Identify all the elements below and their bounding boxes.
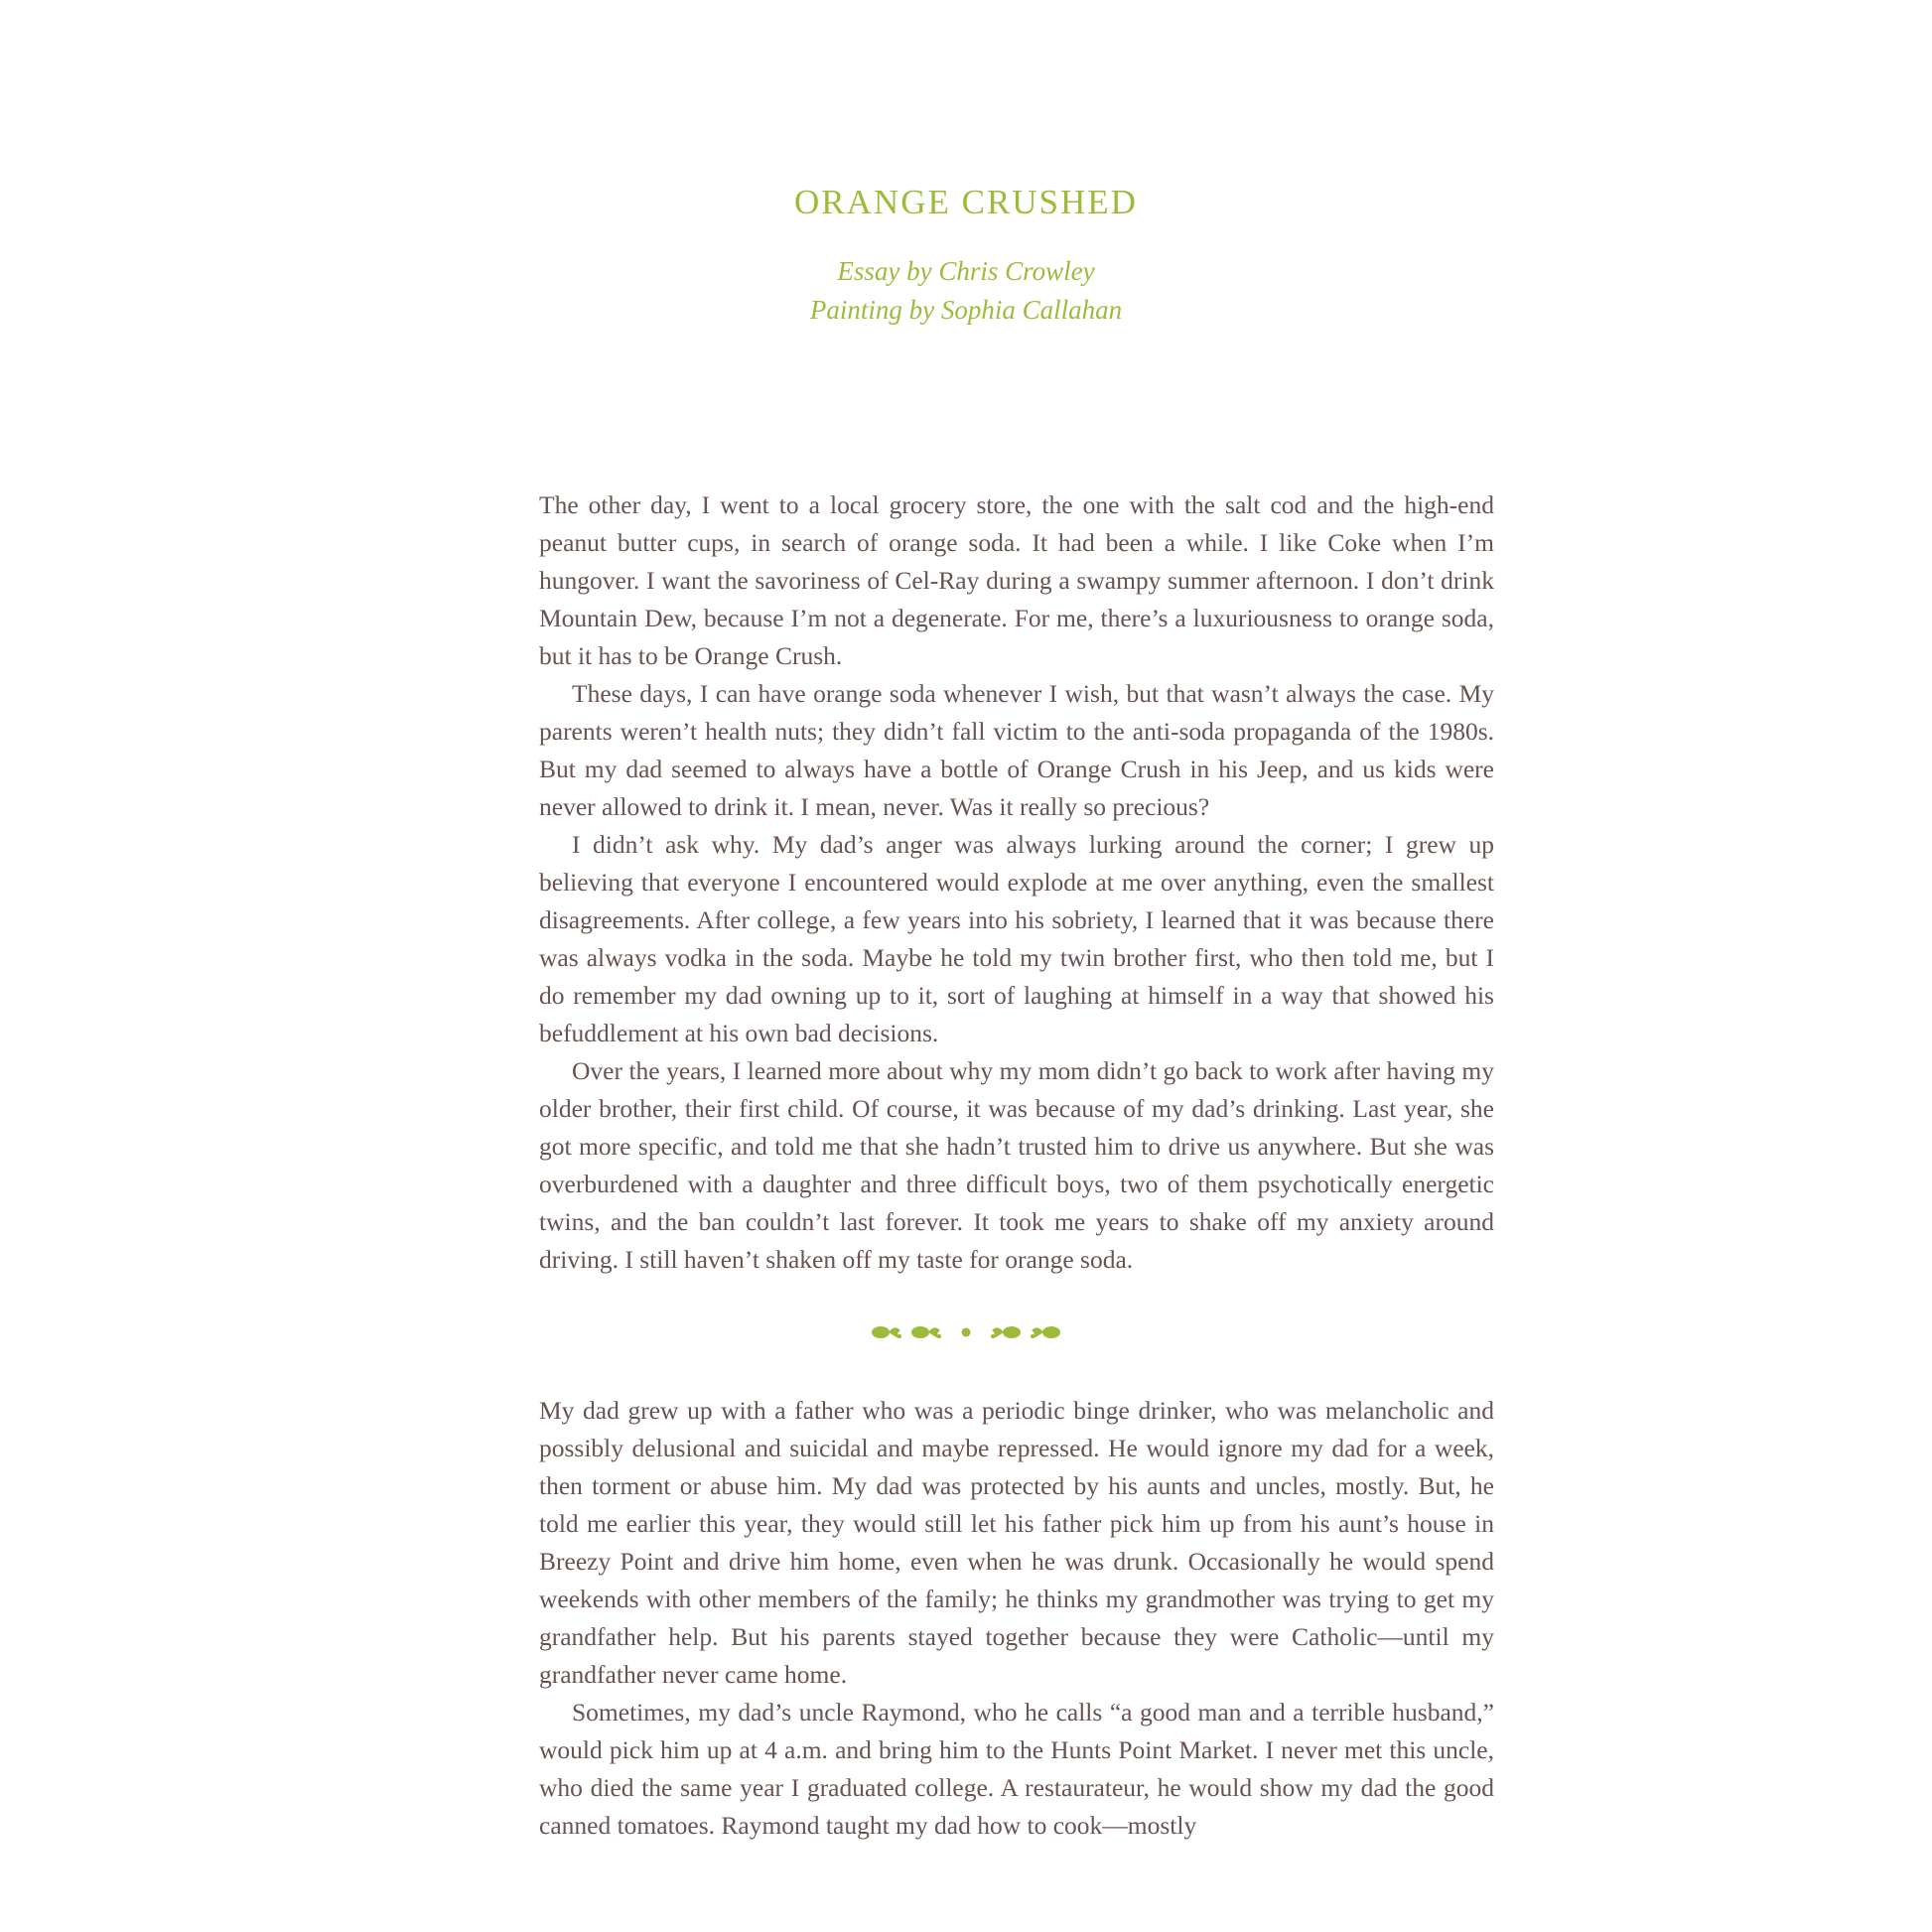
paragraph: Sometimes, my dad’s uncle Raymond, who he calls “a good man and a terrible husband,” would pick him up at 4 a.m. and bring him to the Hunts Point Market. I never met this uncle, who died the same year I graduated college. A restaurateur, he would show my dad the good canned tomatoes. Raymond taught my dad how to cook—mostly xyxy=(539,1698,1494,1840)
essay-section-1 xyxy=(539,486,1494,1279)
leaf-left-2-icon xyxy=(911,1326,941,1338)
credits xyxy=(0,252,1932,330)
paragraph: Over the years, I learned more about why my mom didn’t go back to work after having my older brother, their first child. Of course, it was because of my dad’s drinking. Last year, she got more specific, and told me that she hadn’t trusted him to drive us anywhere. But she was overburdened with a daughter and three difficult boys, two of them psychotically energetic twins, and the ban couldn’t last forever. It took me years to shake off my anxiety around driving. I still haven’t shaken off my taste for orange soda. xyxy=(539,1056,1494,1274)
leaf-right-1-icon xyxy=(991,1326,1021,1338)
paragraph: The other day, I went to a local grocery store, the one with the salt cod and the high-end peanut butter cups, in search of orange soda. It had been a while. I like Coke when I’m hungover. I want the savoriness of Cel-Ray during a swampy summer afternoon. I don’t drink Mountain Dew, because I’m not a degenerate. For me, there’s a luxuriousness to orange soda, but it has to be Orange Crush. xyxy=(539,490,1494,670)
leaf-fleuron-divider-icon xyxy=(0,1314,1932,1350)
center-dot-icon xyxy=(962,1328,971,1337)
fleuron-divider-svg xyxy=(867,1314,1065,1350)
paragraph: These days, I can have orange soda whenever I wish, but that wasn’t always the case. My parents weren’t health nuts; they didn’t fall victim to the anti-soda propaganda of the 1980s. But my dad seemed to always have a bottle of Orange Crush in his Jeep, and us kids were never allowed to drink it. I mean, never. Was it really so precious? xyxy=(539,679,1494,821)
painting-credit: Painting by Sophia Callahan xyxy=(809,295,1123,325)
essay-credit: Essay by Chris Crowley xyxy=(837,256,1095,286)
essay-title: ORANGE CRUSHED xyxy=(794,183,1138,221)
paragraph: My dad grew up with a father who was a periodic binge drinker, who was melancholic and possibly delusional and suicidal and maybe repressed. He would ignore my dad for a week, then torment or abuse him. My dad was protected by his aunts and uncles, mostly. But, he told me earlier this year, they would still let his father pick him up from his aunt’s house in Breezy Point and drive him home, even when he was drunk. Occasionally he would spend weekends with other members of the family; he thinks my grandmother was trying to get my grandfather help. But his parents stayed together because they were Catholic—until my grandfather never came home. xyxy=(539,1396,1494,1689)
leaf-right-2-icon xyxy=(1031,1326,1060,1338)
leaf-left-1-icon xyxy=(872,1326,901,1338)
essay-section-2 xyxy=(539,1392,1494,1845)
paragraph: I didn’t ask why. My dad’s anger was always lurking around the corner; I grew up believing that everyone I encountered would explode at me over anything, even the smallest disagreements. After college, a few years into his sobriety, I learned that it was because there was always vodka in the soda. Maybe he told my twin brother first, who then told me, but I do remember my dad owning up to it, sort of laughing at himself in a way that showed his befuddlement at his own bad decisions. xyxy=(539,830,1494,1047)
